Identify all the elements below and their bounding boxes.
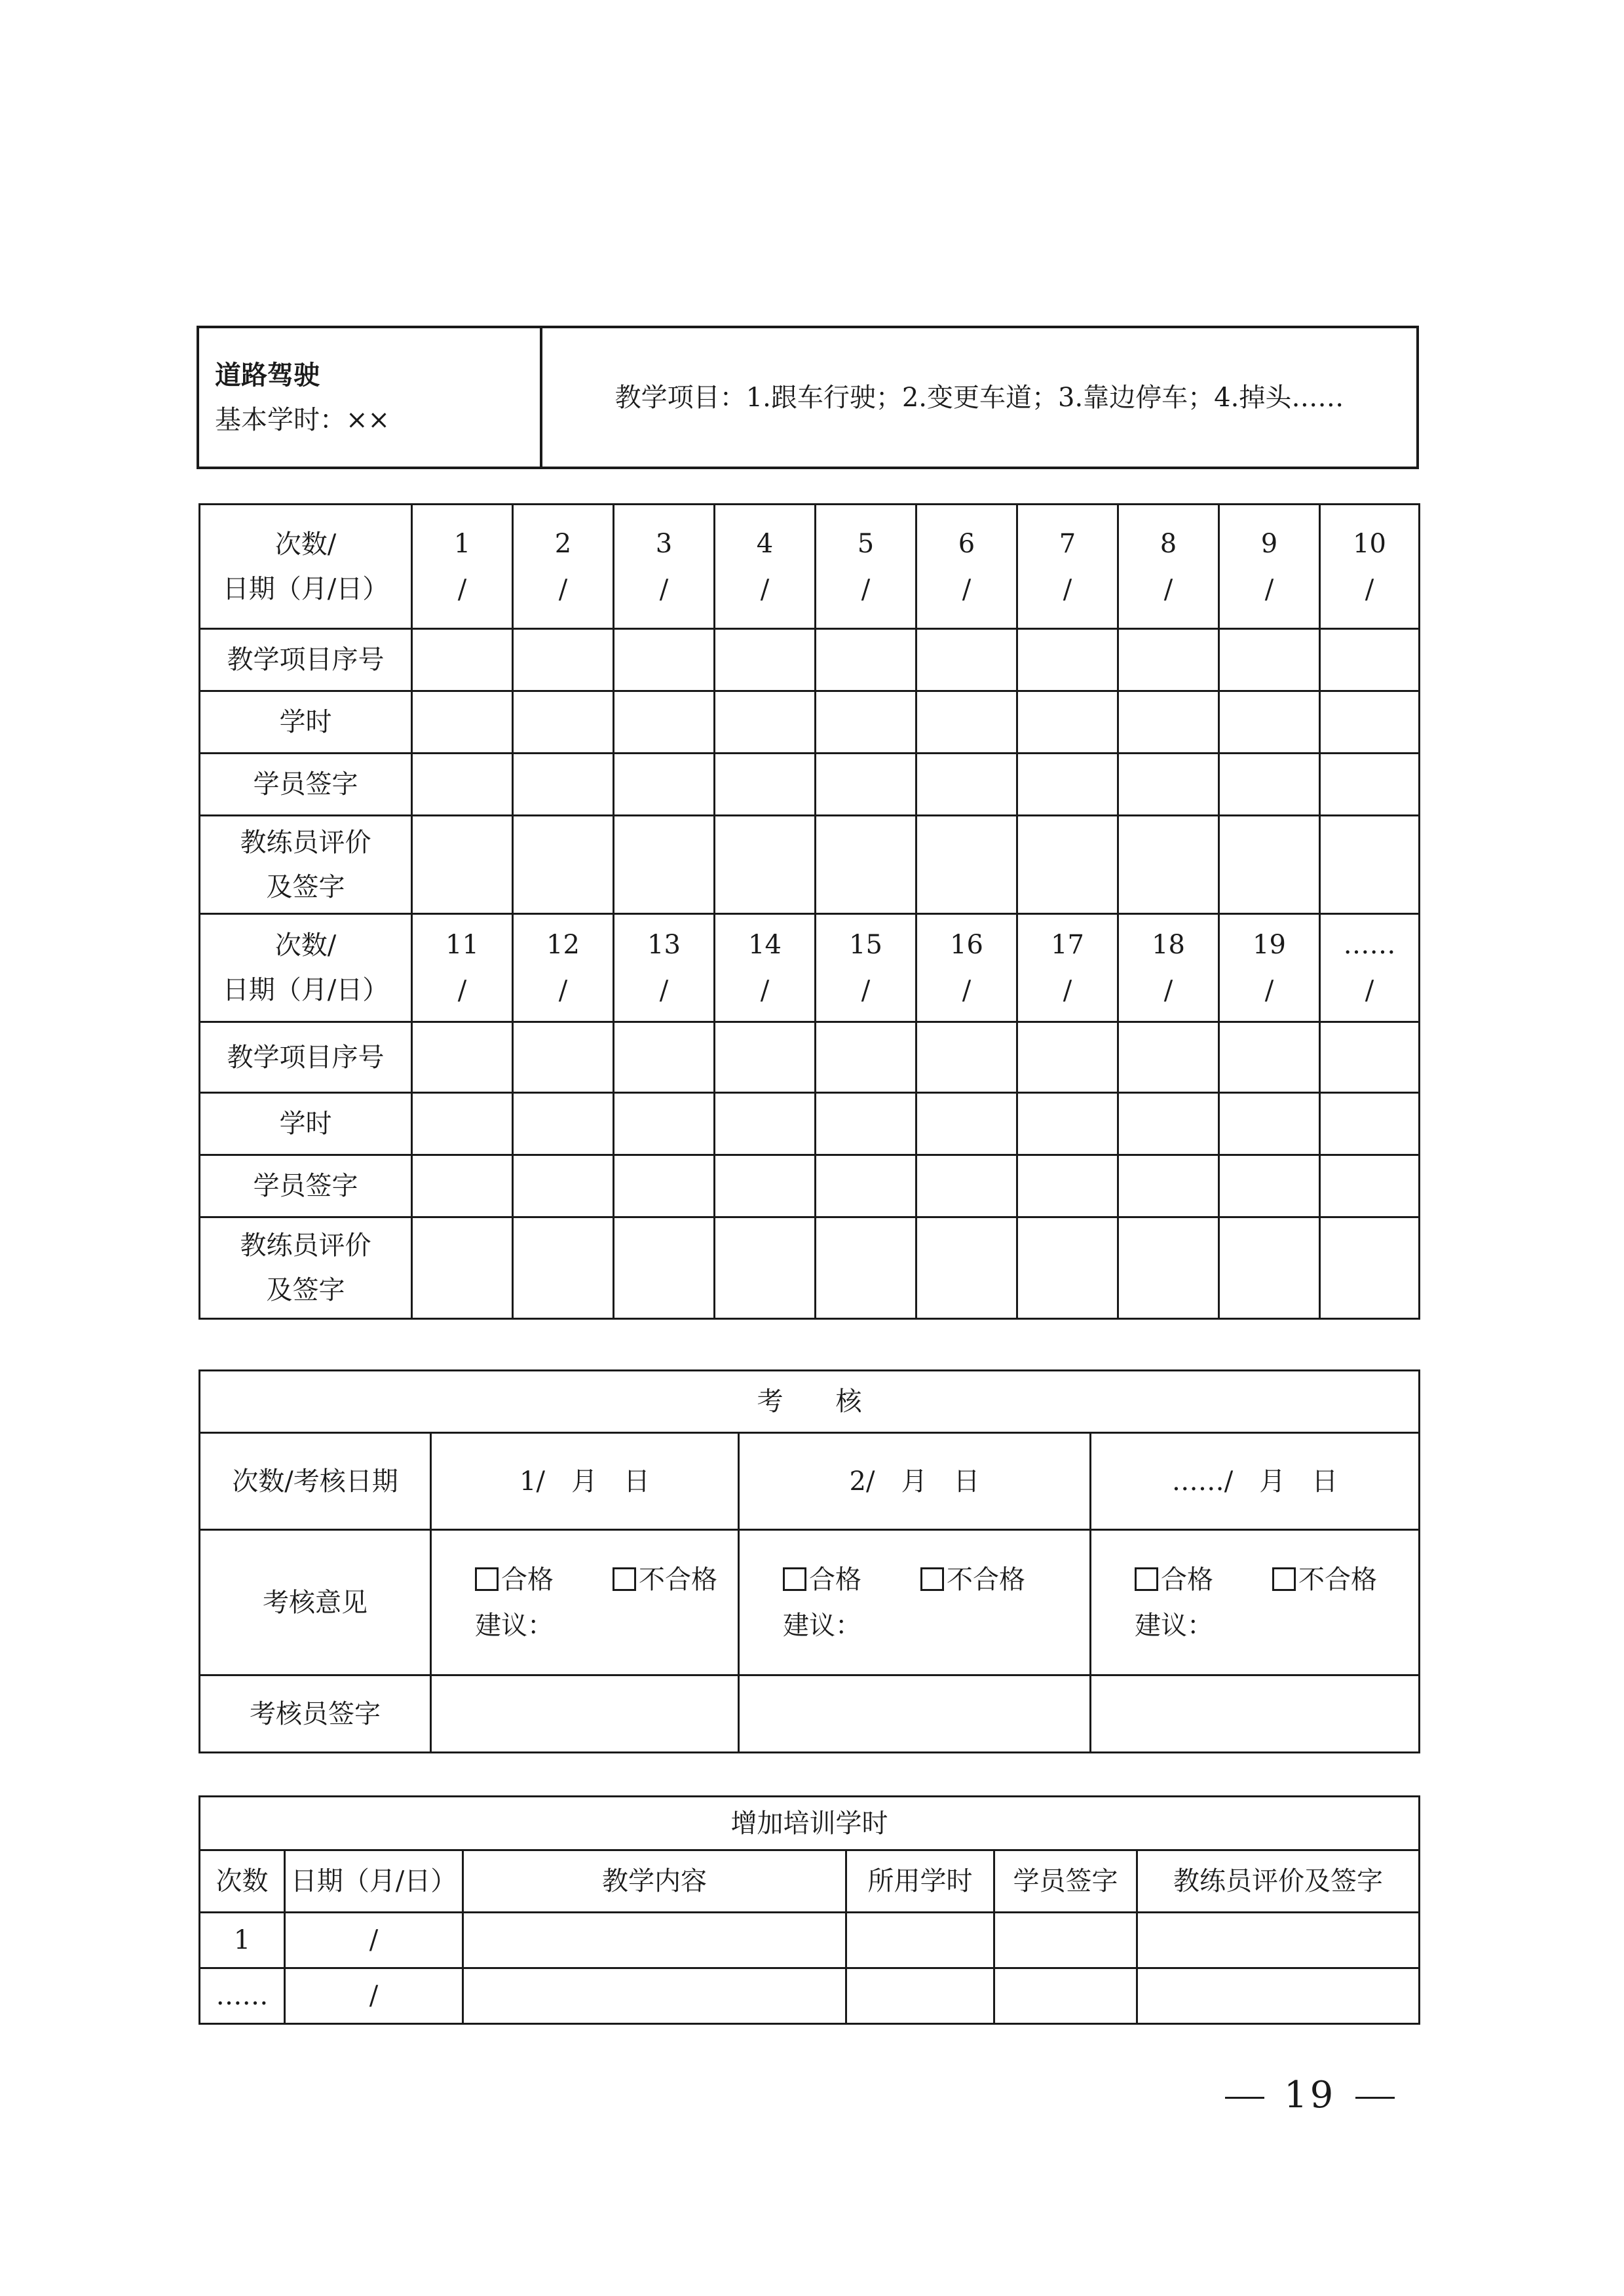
input-cell[interactable] bbox=[916, 1022, 1017, 1093]
table-row bbox=[200, 1797, 1420, 1850]
input-cell[interactable] bbox=[816, 1217, 916, 1319]
input-cell[interactable] bbox=[1219, 754, 1320, 816]
input-cell[interactable] bbox=[994, 1968, 1137, 2024]
input-cell[interactable] bbox=[412, 629, 513, 691]
table-row bbox=[200, 816, 1420, 914]
session-cell[interactable]: 6 / bbox=[916, 505, 1017, 629]
input-cell[interactable] bbox=[994, 1913, 1137, 1968]
suggest-label: 建议： bbox=[783, 1610, 861, 1641]
input-cell[interactable] bbox=[1320, 1093, 1420, 1155]
input-cell[interactable] bbox=[1017, 816, 1118, 914]
session-cell[interactable]: 12 / bbox=[513, 914, 614, 1022]
input-cell[interactable] bbox=[1137, 1968, 1420, 2024]
input-cell[interactable] bbox=[1320, 629, 1420, 691]
input-cell[interactable] bbox=[1219, 1093, 1320, 1155]
input-cell[interactable] bbox=[916, 691, 1017, 754]
session-cell[interactable]: 16 / bbox=[916, 914, 1017, 1022]
session-cell[interactable]: 8 / bbox=[1118, 505, 1219, 629]
session-cell[interactable]: …… / bbox=[1320, 914, 1420, 1022]
input-cell[interactable] bbox=[1137, 1913, 1420, 1968]
input-cell[interactable] bbox=[614, 1155, 715, 1217]
opinion-cell: 合格 不合格 建议： bbox=[739, 1530, 1091, 1675]
input-cell[interactable] bbox=[1219, 691, 1320, 754]
pass-checkbox[interactable] bbox=[1135, 1567, 1158, 1591]
basic-hours: 基本学时：×× bbox=[215, 404, 390, 435]
header-content: 教学内容 bbox=[463, 1850, 846, 1913]
input-cell[interactable] bbox=[1017, 1093, 1118, 1155]
opinion-label: 考核意见 bbox=[200, 1530, 431, 1675]
input-cell[interactable] bbox=[1219, 1217, 1320, 1319]
input-cell[interactable] bbox=[614, 1093, 715, 1155]
input-cell[interactable] bbox=[513, 1093, 614, 1155]
input-cell[interactable] bbox=[1320, 1022, 1420, 1093]
dash-right bbox=[1355, 2097, 1395, 2099]
training-record-table bbox=[198, 503, 1420, 1320]
input-cell[interactable] bbox=[614, 754, 715, 816]
section-title: 道路驾驶 bbox=[215, 359, 320, 391]
session-cell[interactable]: 11 / bbox=[412, 914, 513, 1022]
input-cell[interactable] bbox=[1219, 1155, 1320, 1217]
input-cell[interactable] bbox=[614, 1022, 715, 1093]
input-cell[interactable] bbox=[1320, 754, 1420, 816]
table-row bbox=[200, 629, 1420, 691]
table-row bbox=[200, 1968, 1420, 2024]
input-cell[interactable] bbox=[1219, 1022, 1320, 1093]
input-cell[interactable] bbox=[916, 629, 1017, 691]
header-date: 日期（月/日） bbox=[285, 1850, 463, 1913]
input-cell[interactable] bbox=[1017, 1155, 1118, 1217]
fail-checkbox[interactable] bbox=[613, 1567, 636, 1591]
session-cell[interactable]: 5 / bbox=[816, 505, 916, 629]
pass-checkbox[interactable] bbox=[783, 1567, 806, 1591]
row-times: 1 bbox=[200, 1913, 285, 1968]
input-cell[interactable] bbox=[916, 1217, 1017, 1319]
input-cell[interactable] bbox=[816, 754, 916, 816]
row-times: …… bbox=[200, 1968, 285, 2024]
input-cell[interactable] bbox=[614, 691, 715, 754]
input-cell[interactable] bbox=[916, 754, 1017, 816]
coach-eval-label: 教练员评价 及签字 bbox=[200, 816, 412, 914]
input-cell[interactable] bbox=[816, 1022, 916, 1093]
input-cell[interactable] bbox=[1320, 691, 1420, 754]
input-cell[interactable] bbox=[1118, 691, 1219, 754]
input-cell[interactable] bbox=[412, 1217, 513, 1319]
session-cell[interactable]: 4 / bbox=[715, 505, 816, 629]
teaching-items: 教学项目：1.跟车行驶；2.变更车道；3.靠边停车；4.掉头…… bbox=[541, 327, 1418, 468]
extra-title: 增加培训学时 bbox=[200, 1797, 1420, 1850]
input-cell[interactable] bbox=[412, 754, 513, 816]
table-row bbox=[200, 1913, 1420, 1968]
header-student-sig: 学员签字 bbox=[994, 1850, 1137, 1913]
pass-checkbox[interactable] bbox=[475, 1567, 499, 1591]
opinion-cell: 合格 不合格 建议： bbox=[1091, 1530, 1420, 1675]
input-cell[interactable] bbox=[1320, 816, 1420, 914]
input-cell[interactable] bbox=[1118, 1093, 1219, 1155]
input-cell[interactable] bbox=[513, 816, 614, 914]
assessment-date-label: 次数/考核日期 bbox=[200, 1433, 431, 1530]
table-row bbox=[200, 1155, 1420, 1217]
table-row bbox=[200, 1433, 1420, 1530]
row-date[interactable]: / bbox=[285, 1913, 463, 1968]
header-times: 次数 bbox=[200, 1850, 285, 1913]
input-cell[interactable] bbox=[614, 816, 715, 914]
input-cell[interactable] bbox=[715, 691, 816, 754]
table-row bbox=[200, 1675, 1420, 1753]
input-cell[interactable] bbox=[816, 1155, 916, 1217]
input-cell[interactable] bbox=[846, 1968, 994, 2024]
session-cell[interactable]: 1 / bbox=[412, 505, 513, 629]
input-cell[interactable] bbox=[1091, 1675, 1420, 1753]
input-cell[interactable] bbox=[1219, 629, 1320, 691]
header-table bbox=[197, 326, 1419, 469]
table-row bbox=[200, 691, 1420, 754]
session-cell[interactable]: 17 / bbox=[1017, 914, 1118, 1022]
item-no-label: 教学项目序号 bbox=[200, 1022, 412, 1093]
hours-label: 学时 bbox=[200, 1093, 412, 1155]
input-cell[interactable] bbox=[412, 1093, 513, 1155]
input-cell[interactable] bbox=[715, 629, 816, 691]
page-number: 19 bbox=[1205, 2074, 1414, 2116]
input-cell[interactable] bbox=[412, 691, 513, 754]
input-cell[interactable] bbox=[916, 1155, 1017, 1217]
input-cell[interactable] bbox=[715, 1022, 816, 1093]
session-cell[interactable]: 13 / bbox=[614, 914, 715, 1022]
session-cell[interactable]: 3 / bbox=[614, 505, 715, 629]
dash-left bbox=[1225, 2097, 1264, 2099]
table-row bbox=[200, 754, 1420, 816]
header-hours-used: 所用学时 bbox=[846, 1850, 994, 1913]
input-cell[interactable] bbox=[816, 629, 916, 691]
table-row bbox=[200, 1530, 1420, 1675]
input-cell[interactable] bbox=[513, 754, 614, 816]
input-cell[interactable] bbox=[916, 1093, 1017, 1155]
input-cell[interactable] bbox=[715, 1093, 816, 1155]
input-cell[interactable] bbox=[816, 816, 916, 914]
opinion-cell: 合格 不合格 建议： bbox=[431, 1530, 739, 1675]
student-sig-label: 学员签字 bbox=[200, 754, 412, 816]
times-date-label: 次数/ 日期（月/日） bbox=[200, 505, 412, 629]
assessment-title: 考 核 bbox=[200, 1371, 1420, 1433]
assessment-date-3[interactable]: ……/ 月 日 bbox=[1091, 1433, 1420, 1530]
table-row bbox=[200, 1022, 1420, 1093]
extra-training-table bbox=[198, 1795, 1420, 2025]
item-no-label: 教学项目序号 bbox=[200, 629, 412, 691]
session-cell[interactable]: 2 / bbox=[513, 505, 614, 629]
input-cell[interactable] bbox=[513, 1155, 614, 1217]
input-cell[interactable] bbox=[463, 1968, 846, 2024]
input-cell[interactable] bbox=[1017, 1217, 1118, 1319]
session-cell[interactable]: 19 / bbox=[1219, 914, 1320, 1022]
student-sig-label: 学员签字 bbox=[200, 1155, 412, 1217]
table-row bbox=[200, 1217, 1420, 1319]
session-cell[interactable]: 15 / bbox=[816, 914, 916, 1022]
input-cell[interactable] bbox=[1320, 1217, 1420, 1319]
input-cell[interactable] bbox=[614, 629, 715, 691]
input-cell[interactable] bbox=[715, 1155, 816, 1217]
input-cell[interactable] bbox=[1017, 754, 1118, 816]
input-cell[interactable] bbox=[1118, 1155, 1219, 1217]
hours-label: 学时 bbox=[200, 691, 412, 754]
assessment-table bbox=[198, 1369, 1420, 1753]
input-cell[interactable] bbox=[463, 1913, 846, 1968]
input-cell[interactable] bbox=[1118, 629, 1219, 691]
input-cell[interactable] bbox=[846, 1913, 994, 1968]
session-cell[interactable]: 14 / bbox=[715, 914, 816, 1022]
input-cell[interactable] bbox=[412, 816, 513, 914]
input-cell[interactable] bbox=[739, 1675, 1091, 1753]
suggest-label: 建议： bbox=[1135, 1610, 1213, 1641]
input-cell[interactable] bbox=[513, 1022, 614, 1093]
input-cell[interactable] bbox=[1118, 754, 1219, 816]
input-cell[interactable] bbox=[1118, 1217, 1219, 1319]
examiner-sig-label: 考核员签字 bbox=[200, 1675, 431, 1753]
input-cell[interactable] bbox=[1017, 1022, 1118, 1093]
input-cell[interactable] bbox=[715, 1217, 816, 1319]
input-cell[interactable] bbox=[1118, 1022, 1219, 1093]
coach-eval-label: 教练员评价 及签字 bbox=[200, 1217, 412, 1319]
table-row bbox=[200, 505, 1420, 629]
input-cell[interactable] bbox=[715, 816, 816, 914]
input-cell[interactable] bbox=[816, 1093, 916, 1155]
input-cell[interactable] bbox=[412, 1155, 513, 1217]
table-row bbox=[200, 1093, 1420, 1155]
table-row bbox=[200, 914, 1420, 1022]
session-cell[interactable]: 18 / bbox=[1118, 914, 1219, 1022]
assessment-date-1[interactable]: 1/ 月 日 bbox=[431, 1433, 739, 1530]
table-row bbox=[200, 1371, 1420, 1433]
assessment-date-2[interactable]: 2/ 月 日 bbox=[739, 1433, 1091, 1530]
input-cell[interactable] bbox=[1219, 816, 1320, 914]
table-row bbox=[200, 1850, 1420, 1913]
session-cell[interactable]: 10 / bbox=[1320, 505, 1420, 629]
input-cell[interactable] bbox=[614, 1217, 715, 1319]
input-cell[interactable] bbox=[513, 1217, 614, 1319]
input-cell[interactable] bbox=[513, 691, 614, 754]
input-cell[interactable] bbox=[1118, 816, 1219, 914]
input-cell[interactable] bbox=[1320, 1155, 1420, 1217]
input-cell[interactable] bbox=[816, 691, 916, 754]
input-cell[interactable] bbox=[715, 754, 816, 816]
fail-checkbox[interactable] bbox=[1272, 1567, 1296, 1591]
input-cell[interactable] bbox=[412, 1022, 513, 1093]
input-cell[interactable] bbox=[431, 1675, 739, 1753]
times-date-label: 次数/ 日期（月/日） bbox=[200, 914, 412, 1022]
input-cell[interactable] bbox=[1017, 629, 1118, 691]
input-cell[interactable] bbox=[1017, 691, 1118, 754]
suggest-label: 建议： bbox=[475, 1610, 554, 1641]
header-left-cell bbox=[198, 327, 541, 468]
header-coach-eval: 教练员评价及签字 bbox=[1137, 1850, 1420, 1913]
input-cell[interactable] bbox=[916, 816, 1017, 914]
session-cell[interactable]: 7 / bbox=[1017, 505, 1118, 629]
session-cell[interactable]: 9 / bbox=[1219, 505, 1320, 629]
input-cell[interactable] bbox=[513, 629, 614, 691]
fail-checkbox[interactable] bbox=[920, 1567, 944, 1591]
row-date[interactable]: / bbox=[285, 1968, 463, 2024]
